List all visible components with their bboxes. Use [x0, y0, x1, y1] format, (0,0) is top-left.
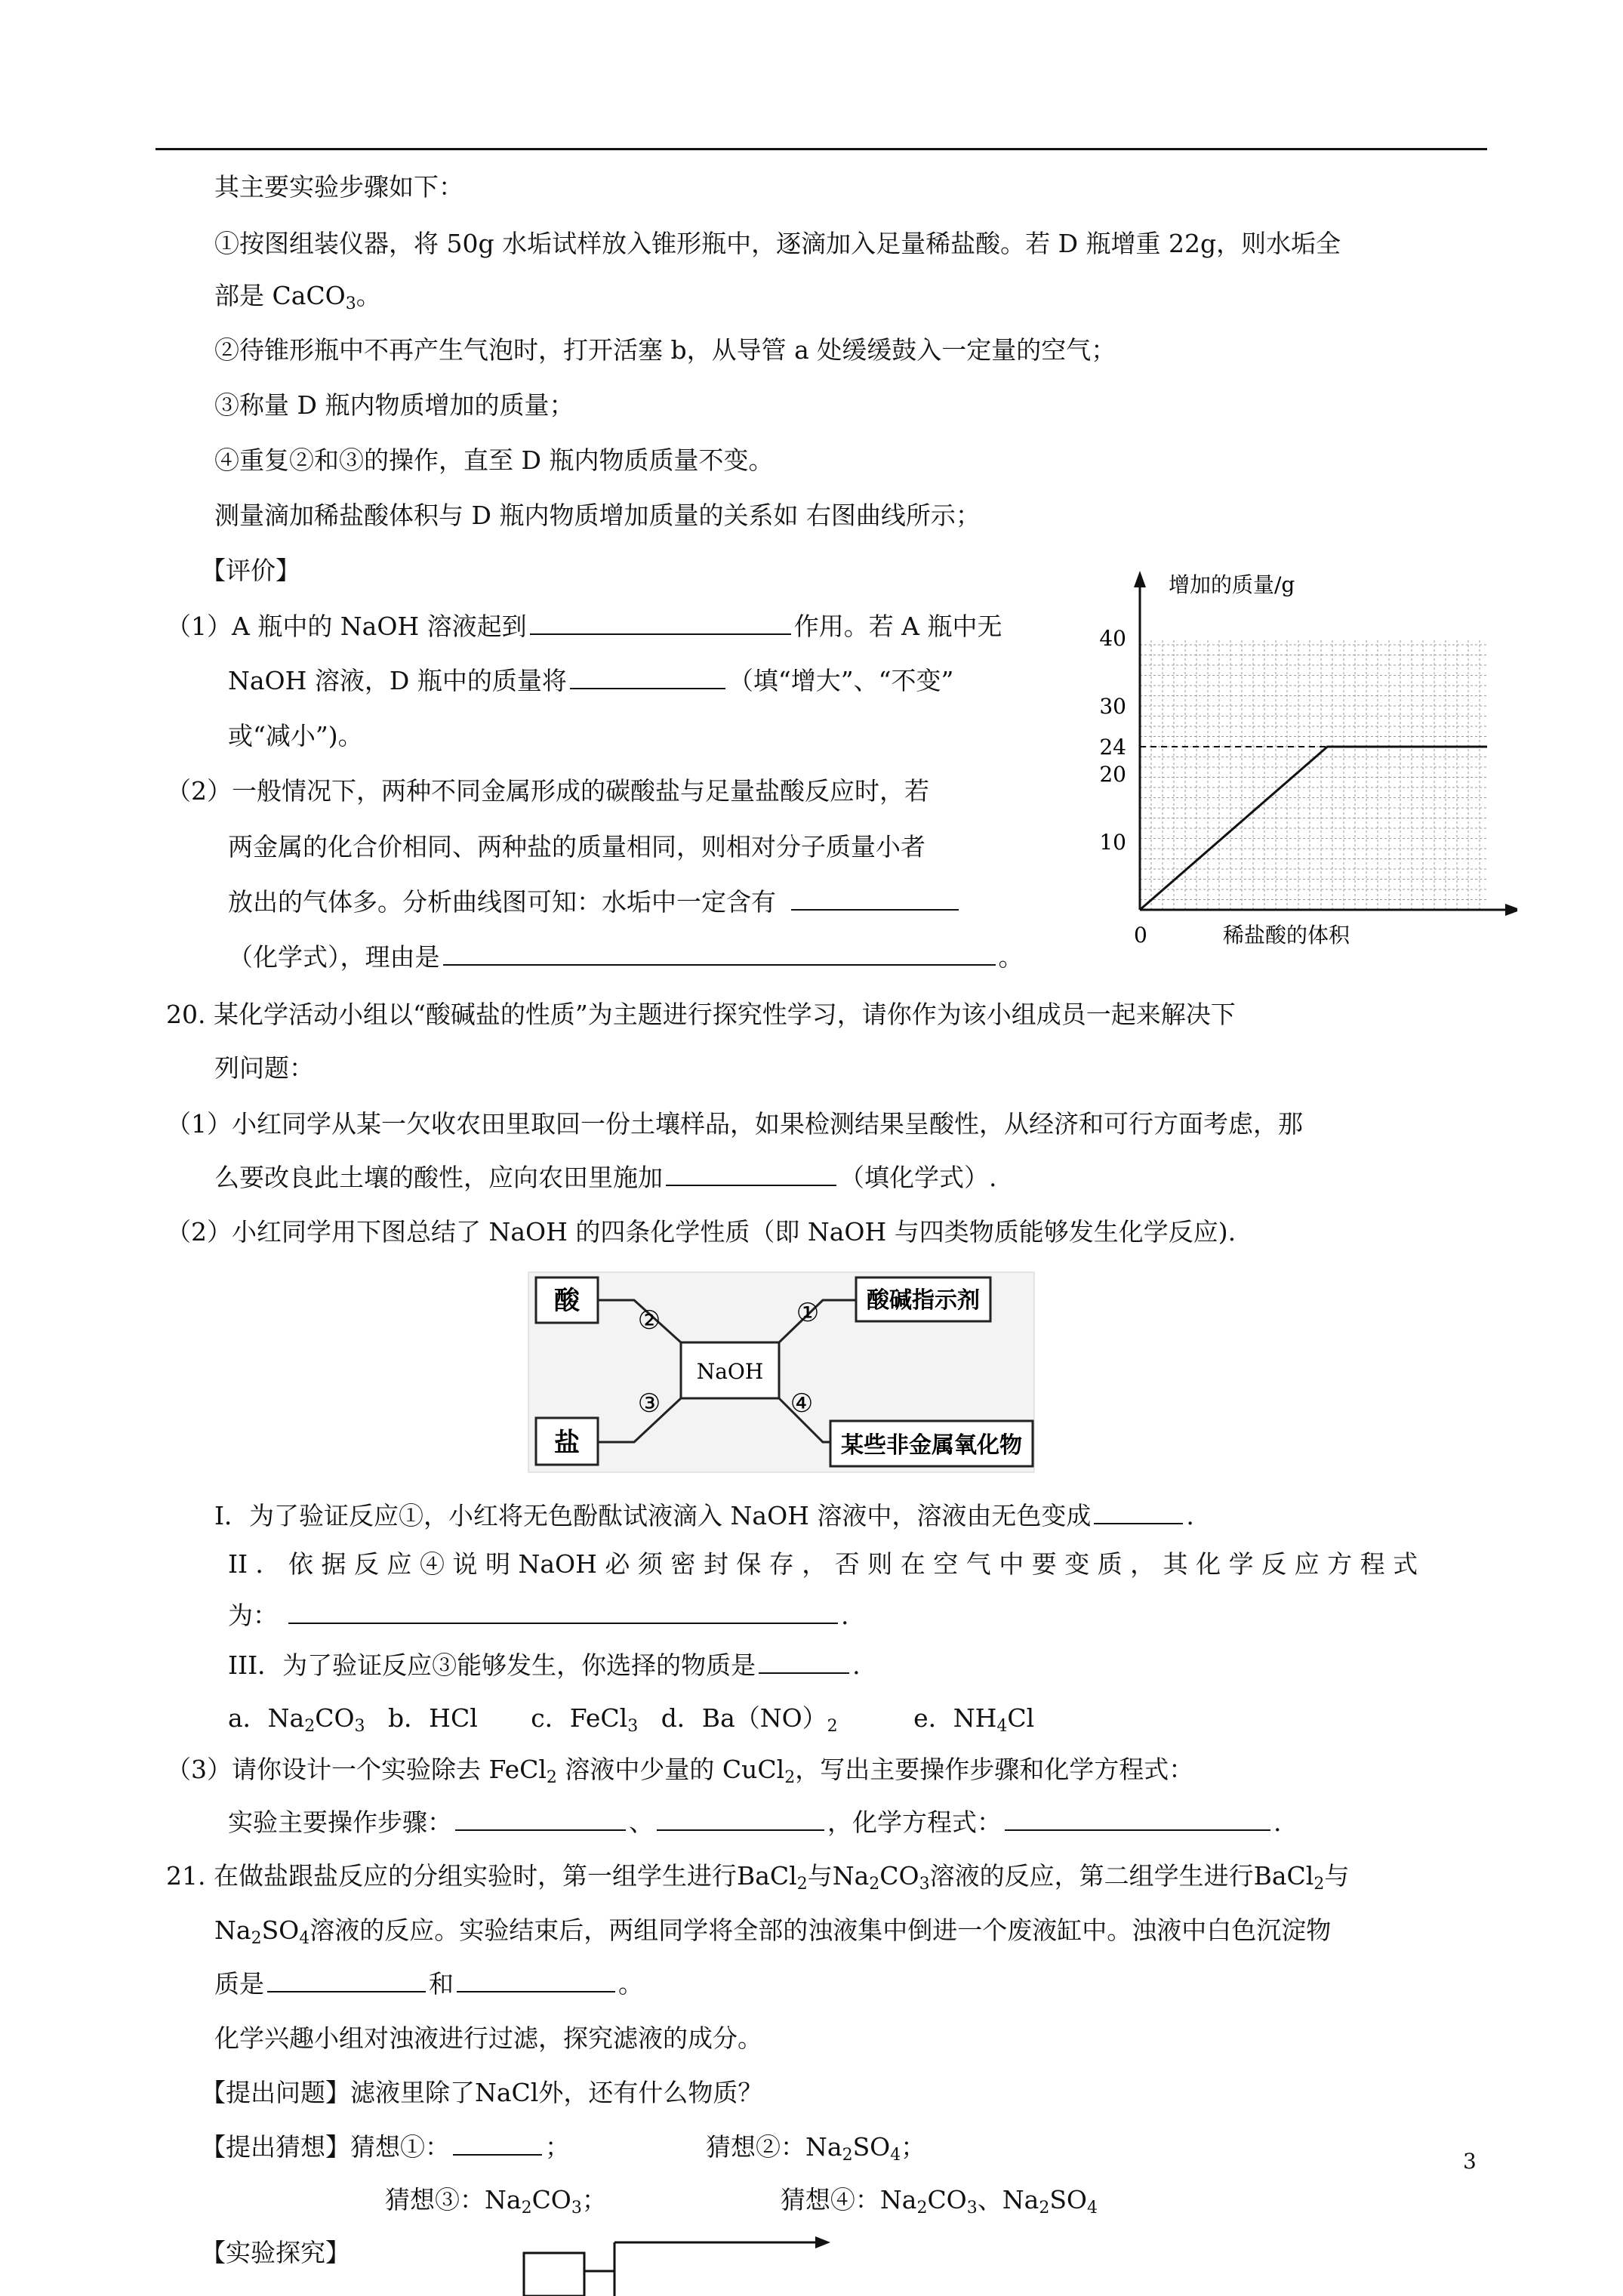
q20-p3-line-b: 实验主要操作步骤： 、 ，化学方程式： .	[228, 1808, 1282, 1837]
page-number: 3	[1463, 2149, 1477, 2174]
step-1-line-a: ①按图组装仪器，将 50g 水垢试样放入锥形瓶中，逐滴加入足量稀盐酸。若 D 瓶增重 22g，则水垢全	[214, 229, 1341, 258]
option-e: e．$NH_4Cl$	[913, 1703, 1035, 1736]
answer-blank[interactable]	[666, 1162, 836, 1186]
q20-p1-line-a: （1）小红同学从某一欠收农田里取回一份土壤样品，如果检测结果呈酸性，从经济和可行方面考虑，那	[166, 1109, 1303, 1139]
reaction-number-2: ②	[637, 1305, 661, 1336]
answer-blank[interactable]	[1005, 1807, 1270, 1831]
experiment-flow-sketch	[521, 2220, 876, 2296]
step-1-line-b: 部是 CaCO$_3$。	[214, 281, 381, 313]
eval-q2-line-d: （化学式），理由是 。	[228, 942, 1024, 972]
answer-blank[interactable]	[453, 2131, 542, 2156]
oxide-label: 某些非金属氧化物	[841, 1432, 1022, 1459]
q21-explore: 【实验探究】	[201, 2238, 350, 2267]
origin-label: 0	[1134, 923, 1147, 948]
q20-iii: III．为了验证反应③能够发生，你选择的物质是 .	[228, 1650, 861, 1680]
salt-label: 盐	[554, 1428, 580, 1458]
q20-ii-line-a: II ． 依 据 反 应 ④ 说 明 NaOH 必 须 密 封 保 存 ， 否 则 在 空 气 中 要 变 质 ， 其 化 学 反 应 方 程 式	[228, 1549, 1418, 1579]
y-tick-label: 30	[1099, 694, 1126, 719]
measure-text: 测量滴加稀盐酸体积与 D 瓶内物质增加质量的关系如 右图曲线所示；	[214, 501, 981, 530]
x-axis-label: 稀盐酸的体积	[1223, 923, 1350, 948]
reaction-number-4: ④	[790, 1388, 814, 1419]
y-tick-label: 24	[1099, 735, 1126, 760]
eval-q1-line-c: 或“减小”)。	[228, 721, 363, 750]
q20-line-2: 列问题：	[214, 1053, 314, 1083]
y-tick-label: 20	[1099, 762, 1126, 787]
x-axis-arrow	[1505, 904, 1517, 916]
answer-blank[interactable]	[657, 1807, 824, 1831]
step-3: ③称量 D 瓶内物质增加的质量；	[214, 390, 574, 420]
step-4: ④重复②和③的操作，直至 D 瓶内物质质量不变。	[214, 445, 774, 475]
steps-title: 其主要实验步骤如下：	[214, 172, 463, 202]
q21-guess-row-2: 猜想③：$Na_2CO_3$； 猜想④：$Na_2CO_3$、$Na_2SO_4$	[385, 2185, 1098, 2217]
answer-blank[interactable]	[443, 942, 996, 966]
q20-p3-line-a: （3）请你设计一个实验除去 FeCl$_2$ 溶液中少量的 CuCl$_2$，写出主要操作步骤和化学方程式：	[166, 1755, 1194, 1787]
q21-guess-row-1: 【提出猜想】猜想①： ； 猜想②：$Na_2SO_4$；	[201, 2132, 926, 2165]
answer-blank[interactable]	[759, 1650, 849, 1674]
option-d: d．$Ba(NO)_2$	[661, 1703, 838, 1736]
q20-p2: （2）小红同学用下图总结了 NaOH 的四条化学性质（即 NaOH 与四类物质能够发生化学反应).	[166, 1217, 1236, 1247]
q20-line-1: 20. 某化学活动小组以“酸碱盐的性质”为主题进行探究性学习，请你作为该小组成员一起来解决下	[166, 1000, 1236, 1029]
y-tick-label: 10	[1099, 830, 1126, 855]
eval-q1-line-a: （1）A 瓶中的 NaOH 溶液起到 作用。若 A 瓶中无	[166, 612, 1002, 641]
y-axis-arrow	[1134, 571, 1146, 587]
q21-line-1: 21. 在做盐跟盐反应的分组实验时，第一组学生进行BaCl$_2$与$Na_2CO_3$溶液的反应，第二组学生进行BaCl$_2$与	[166, 1861, 1350, 1894]
answer-blank[interactable]	[791, 886, 959, 911]
q21-line-3: 质是 和 。	[214, 1969, 643, 1999]
option-b: b．HCl	[388, 1703, 478, 1733]
y-tick-label: 40	[1099, 626, 1126, 651]
q21-line-2: $Na_2SO_4$溶液的反应。实验结束后，两组同学将全部的浊液集中倒进一个废液缸中。浊液中白色沉淀物	[214, 1915, 1332, 1948]
eval-q2-line-a: （2）一般情况下，两种不同金属形成的碳酸盐与足量盐酸反应时，若	[166, 776, 929, 806]
y-axis-label: 增加的质量/g	[1169, 572, 1295, 597]
mass-volume-chart	[1064, 566, 1517, 959]
answer-blank[interactable]	[570, 665, 725, 689]
q20-ii-line-b: 为： .	[228, 1601, 849, 1630]
answer-blank[interactable]	[267, 1968, 426, 1992]
reaction-number-3: ③	[637, 1388, 661, 1419]
reaction-number-1: ①	[796, 1298, 820, 1328]
answer-blank[interactable]	[457, 1968, 615, 1992]
option-c: c．FeCl$_3$	[531, 1703, 639, 1736]
q20-options	[228, 1702, 1034, 1735]
q20-i: I．为了验证反应①，小红将无色酚酞试液滴入 NaOH 溶液中，溶液由无色变成 .	[214, 1501, 1194, 1530]
q21-line-4: 化学兴趣小组对浊液进行过滤，探究滤液的成分。	[214, 2023, 762, 2053]
q21-question: 【提出问题】滤液里除了NaCl外，还有什么物质？	[201, 2078, 763, 2107]
eval-q2-line-c: 放出的气体多。分析曲线图可知：水垢中一定含有	[228, 886, 962, 919]
q20-p1-line-b: 么要改良此土壤的酸性，应向农田里施加 （填化学式）.	[214, 1163, 997, 1192]
naoh-label: NaOH	[696, 1359, 764, 1384]
header-rule	[156, 148, 1487, 150]
chart-grid	[1140, 638, 1487, 910]
answer-blank[interactable]	[455, 1807, 626, 1831]
answer-blank[interactable]	[530, 611, 791, 635]
step-2: ②待锥形瓶中不再产生气泡时，打开活塞 b，从导管 a 处缓缓鼓入一定量的空气；	[214, 335, 1116, 365]
eval-q1-line-b: NaOH 溶液，D 瓶中的质量将 （填“增大”、“不变”	[228, 666, 954, 695]
option-a: a．$Na_2CO_3$	[228, 1703, 365, 1736]
eval-q2-line-b: 两金属的化合价相同、两种盐的质量相同，则相对分子质量小者	[228, 832, 925, 861]
evaluation-heading: 【评价】	[201, 556, 300, 585]
answer-blank[interactable]	[1094, 1500, 1183, 1524]
acid-label: 酸	[554, 1286, 580, 1316]
indicator-label: 酸碱指示剂	[867, 1287, 980, 1314]
answer-blank[interactable]	[288, 1600, 838, 1624]
naoh-properties-diagram	[521, 1261, 1072, 1480]
